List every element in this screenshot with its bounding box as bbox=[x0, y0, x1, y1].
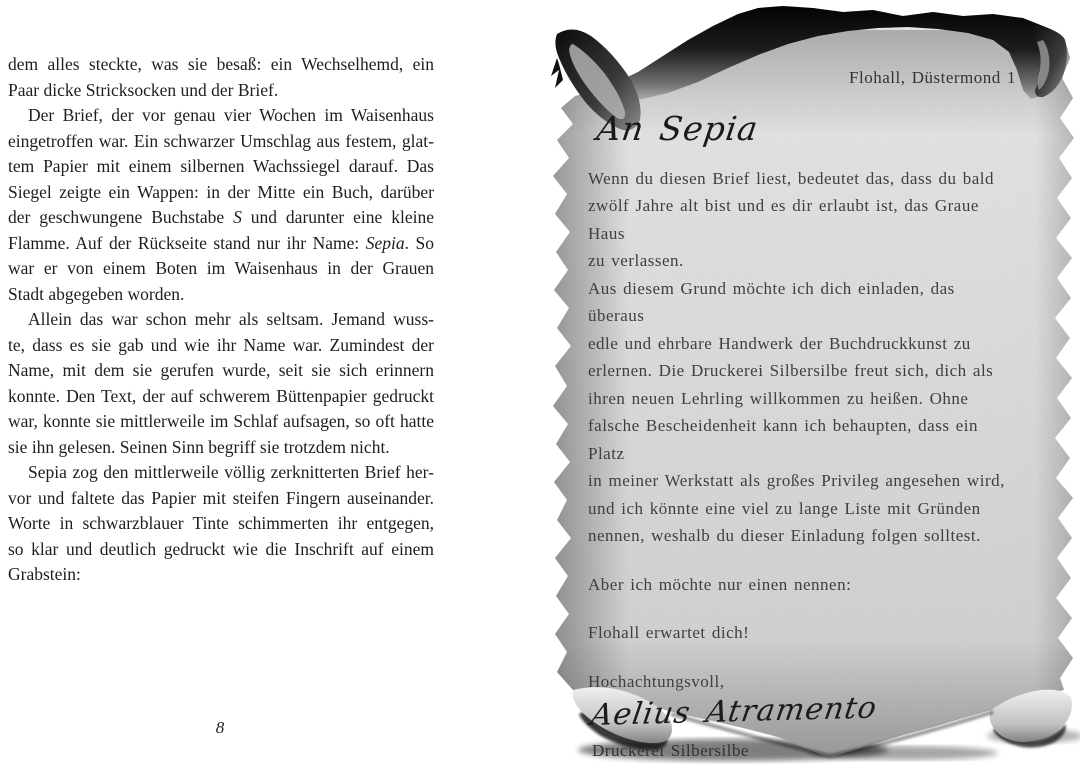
page-number: 8 bbox=[215, 718, 225, 737]
text-line: sie ihn gelesen. Seinen Sinn begriff sie trotzdem nicht. bbox=[8, 436, 390, 457]
letter-signature: Aelius Atramento bbox=[588, 690, 880, 734]
text-line: eingetroffen war. Ein schwarzer Umschlag aus festem, glat- bbox=[8, 130, 434, 151]
text-line: war er von einem Boten im Waisenhaus in der Grauen bbox=[8, 258, 434, 278]
text-line: war, konnte sie mittlerweile im Schlaf aufsagen, so oft hatte bbox=[8, 411, 434, 431]
letter-signature-sub: Druckerei Silbersilbe bbox=[592, 741, 749, 760]
text-line: vor und faltete das Papier mit steifen Fingern auseinander. bbox=[8, 487, 434, 508]
letter-dateline: Flohall, Düstermond 1 bbox=[849, 68, 1016, 87]
letter-content bbox=[588, 0, 1016, 765]
text-line: Stadt abgegeben worden. bbox=[8, 283, 185, 304]
letter-line: in meiner Werkstatt als großes Privileg angesehen wird, bbox=[588, 471, 1005, 490]
letter-line: Aus diesem Grund möchte ich dich einladen, das überaus bbox=[588, 278, 955, 325]
left-text bbox=[8, 52, 434, 588]
text-line: tem Papier mit einem silbernen Wachssiegel darauf. Das bbox=[8, 156, 434, 176]
letter-line: ihren neuen Lehrling willkommen zu heißen. Ohne bbox=[588, 388, 969, 408]
text-line: der geschwungene Buchstabe S und darunter eine kleine bbox=[8, 207, 434, 227]
text-line: Flamme. Auf der Rückseite stand nur ihr Name: Sepia. So bbox=[8, 232, 435, 253]
text-line: te, dass es sie gab und wie ihr Name war. Zumindest der bbox=[8, 334, 434, 355]
letter-line: edle und ehrbare Handwerk der Buchdruckkunst zu bbox=[588, 333, 971, 353]
text-line: Sepia zog den mittlerweile völlig zerknitterten Brief her- bbox=[28, 462, 434, 482]
letter-salutation: An Sepia bbox=[594, 108, 761, 148]
letter-paragraph bbox=[588, 619, 1016, 647]
letter-paragraph bbox=[588, 165, 1016, 550]
text-line: Name, mit dem sie gerufen wurde, seit sie sich erinnern bbox=[8, 360, 434, 380]
text-line: Siegel zeigte ein Wappen: in der Mitte ein Buch, darüber bbox=[8, 181, 434, 202]
letter-line: Flohall erwartet dich! bbox=[588, 623, 750, 642]
text-line: dem alles steckte, was sie besaß: ein Wechselhemd, ein bbox=[8, 54, 434, 74]
letter-body bbox=[588, 165, 1016, 696]
letter-line: falsche Bescheidenheit kann ich behaupten, dass ein Platz bbox=[588, 416, 978, 463]
text-line: Paar dicke Stricksocken und der Brief. bbox=[8, 79, 279, 100]
text-line: Grabstein: bbox=[8, 564, 81, 584]
letter-line: Hochachtungsvoll, bbox=[588, 671, 725, 691]
letter-paragraph bbox=[588, 668, 1016, 696]
text-line: Allein das war schon mehr als seltsam. Jemand wuss- bbox=[28, 309, 434, 329]
text-line: Der Brief, der vor genau vier Wochen im Waisenhaus bbox=[28, 105, 434, 125]
left-book-page bbox=[0, 0, 443, 770]
text-line: Worte in schwarzblauer Tinte schimmerten ihr entgegen, bbox=[8, 513, 434, 533]
letter-line: und ich könnte eine viel zu lange Liste mit Gründen bbox=[588, 498, 981, 518]
letter-line: zu verlassen. bbox=[588, 251, 684, 270]
text-line: so klar und deutlich gedruckt wie die Inschrift auf einem bbox=[8, 538, 434, 559]
letter-line: erlernen. Die Druckerei Silbersilbe freut sich, dich als bbox=[588, 361, 994, 380]
letter-line: zwölf Jahre alt bist und es dir erlaubt ist, das Graue Haus bbox=[588, 196, 979, 243]
letter-line: Aber ich möchte nur einen nennen: bbox=[588, 574, 852, 594]
text-line: konnte. Den Text, der auf schwerem Büttenpapier gedruckt bbox=[8, 385, 434, 406]
letter-line: Wenn du diesen Brief liest, bedeutet das, dass du bald bbox=[588, 168, 994, 188]
letter-line: nennen, weshalb du dieser Einladung folgen solltest. bbox=[588, 526, 981, 545]
letter-paragraph bbox=[588, 571, 1016, 599]
